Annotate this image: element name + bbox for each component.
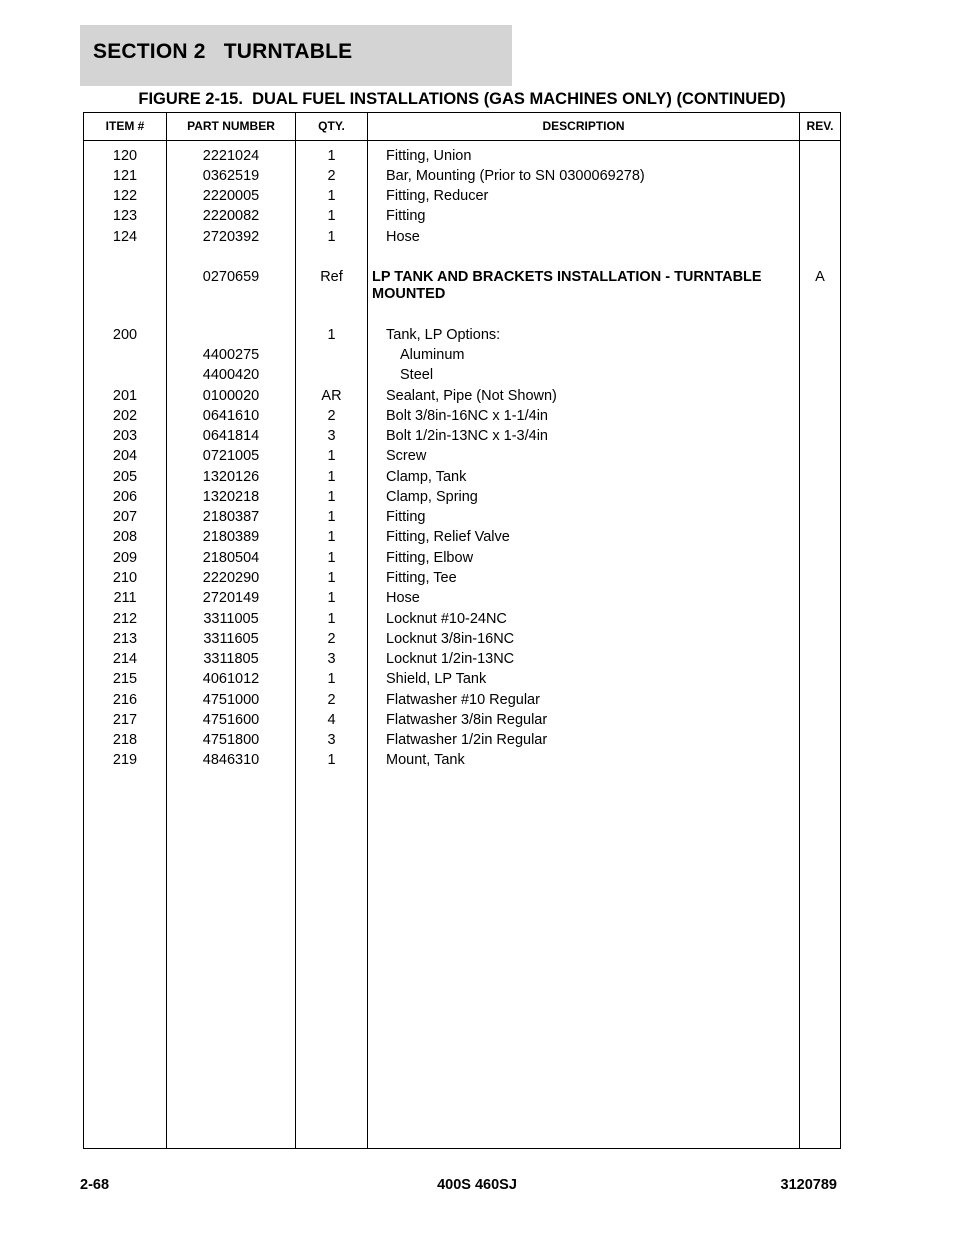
description: Hose	[386, 590, 420, 606]
part-number: 2180389	[202, 529, 260, 545]
item-number: 217	[112, 712, 138, 728]
item-number: 212	[112, 611, 138, 627]
description: Sealant, Pipe (Not Shown)	[386, 388, 557, 404]
description: Fitting, Tee	[386, 570, 457, 586]
quantity: AR	[321, 388, 342, 404]
part-number: 4751600	[202, 712, 260, 728]
column-divider	[367, 113, 368, 1148]
item-number: 201	[112, 388, 138, 404]
item-number: 214	[112, 651, 138, 667]
quantity: 1	[327, 327, 336, 343]
quantity: 2	[327, 168, 336, 184]
item-number: 204	[112, 448, 138, 464]
description: Bolt 3/8in-16NC x 1-1/4in	[386, 408, 548, 424]
quantity: 3	[327, 732, 336, 748]
quantity: 3	[327, 428, 336, 444]
quantity: 1	[327, 448, 336, 464]
description: Hose	[386, 229, 420, 245]
quantity: 2	[327, 631, 336, 647]
item-number: 202	[112, 408, 138, 424]
description: Flatwasher #10 Regular	[386, 692, 540, 708]
part-number: 0641610	[202, 408, 260, 424]
item-number: 218	[112, 732, 138, 748]
description: Clamp, Spring	[386, 489, 478, 505]
description: Locknut 3/8in-16NC	[386, 631, 515, 647]
description: Fitting	[386, 208, 426, 224]
item-number: 215	[112, 671, 138, 687]
description: Fitting, Reducer	[386, 188, 489, 204]
part-number: 2180504	[202, 550, 260, 566]
model-name: 400S 460SJ	[437, 1177, 517, 1193]
item-number: 124	[112, 229, 138, 245]
part-number: 0100020	[202, 388, 260, 404]
description: Shield, LP Tank	[386, 671, 487, 687]
part-number: 4400275	[202, 347, 260, 363]
quantity: 1	[327, 229, 336, 245]
part-number: 1320218	[202, 489, 260, 505]
description: Locknut #10-24NC	[386, 611, 507, 627]
item-number: 120	[112, 148, 138, 164]
section-header	[80, 25, 512, 86]
quantity: 1	[327, 469, 336, 485]
part-number: 4751800	[202, 732, 260, 748]
description: Fitting	[386, 509, 426, 525]
description: Clamp, Tank	[386, 469, 467, 485]
description: Mount, Tank	[386, 752, 465, 768]
description: Fitting, Elbow	[386, 550, 474, 566]
part-number: 4061012	[202, 671, 260, 687]
quantity: 1	[327, 208, 336, 224]
item-number: 216	[112, 692, 138, 708]
description: Screw	[386, 448, 427, 464]
quantity: 1	[327, 671, 336, 687]
part-number: 0270659	[202, 269, 260, 285]
part-number: 2720149	[202, 590, 260, 606]
col-header-description: DESCRIPTION	[542, 119, 625, 133]
page-number: 2-68	[80, 1177, 110, 1193]
part-number: 3311605	[203, 631, 259, 647]
item-number: 206	[112, 489, 138, 505]
part-number: 2220290	[202, 570, 260, 586]
quantity: 1	[327, 509, 336, 525]
quantity: 2	[327, 408, 336, 424]
item-number: 203	[112, 428, 138, 444]
part-number: 2221024	[202, 148, 260, 164]
description: Fitting, Relief Valve	[386, 529, 510, 545]
description: Flatwasher 1/2in Regular	[386, 732, 548, 748]
part-number: 3311805	[203, 651, 259, 667]
part-number: 0721005	[202, 448, 260, 464]
quantity: Ref	[320, 269, 343, 285]
part-number: 4846310	[202, 752, 260, 768]
quantity: 1	[327, 550, 336, 566]
description: Bolt 1/2in-13NC x 1-3/4in	[386, 428, 548, 444]
revision: A	[815, 269, 825, 285]
part-number: 2220005	[202, 188, 260, 204]
quantity: 1	[327, 752, 336, 768]
document-number: 3120789	[780, 1177, 837, 1193]
item-number: 123	[112, 208, 138, 224]
parts-table	[83, 112, 841, 1149]
quantity: 1	[327, 570, 336, 586]
quantity: 1	[327, 529, 336, 545]
part-number: 0641814	[202, 428, 260, 444]
description: Bar, Mounting (Prior to SN 0300069278)	[386, 168, 645, 184]
item-number: 121	[112, 168, 138, 184]
part-number: 0362519	[202, 168, 260, 184]
item-number: 200	[112, 327, 138, 343]
quantity: 1	[327, 148, 336, 164]
description: Aluminum	[400, 347, 465, 363]
description: Steel	[400, 367, 434, 383]
quantity: 3	[327, 651, 336, 667]
quantity: 1	[327, 611, 336, 627]
col-header-part-number: PART NUMBER	[187, 119, 275, 133]
item-number: 205	[112, 469, 138, 485]
description: Flatwasher 3/8in Regular	[386, 712, 548, 728]
description: Fitting, Union	[386, 148, 472, 164]
item-number: 207	[112, 509, 138, 525]
item-number: 210	[112, 570, 138, 586]
description: LP TANK AND BRACKETS INSTALLATION - TURNTABLE	[372, 269, 762, 285]
quantity: 1	[327, 590, 336, 606]
description-continued: MOUNTED	[372, 286, 446, 302]
part-number: 3311005	[203, 611, 259, 627]
item-number: 122	[112, 188, 138, 204]
part-number: 4400420	[202, 367, 260, 383]
part-number: 2180387	[202, 509, 260, 525]
item-number: 208	[112, 529, 138, 545]
item-number: 219	[112, 752, 138, 768]
item-number: 211	[113, 590, 137, 606]
part-number: 1320126	[202, 469, 260, 485]
header-divider	[84, 140, 840, 141]
figure-title: FIGURE 2-15. DUAL FUEL INSTALLATIONS (GAS MACHINES ONLY) (CONTINUED)	[138, 90, 786, 108]
quantity: 4	[327, 712, 336, 728]
item-number: 213	[112, 631, 138, 647]
quantity: 1	[327, 188, 336, 204]
col-header-qty: QTY.	[318, 119, 345, 133]
section-title: SECTION 2 TURNTABLE	[93, 40, 353, 63]
col-header-item: ITEM #	[105, 119, 145, 133]
part-number: 2720392	[202, 229, 260, 245]
item-number: 209	[112, 550, 138, 566]
part-number: 4751000	[202, 692, 260, 708]
description: Locknut 1/2in-13NC	[386, 651, 515, 667]
quantity: 1	[327, 489, 336, 505]
col-header-rev: REV.	[806, 119, 834, 133]
quantity: 2	[327, 692, 336, 708]
part-number: 2220082	[202, 208, 260, 224]
description: Tank, LP Options:	[386, 327, 501, 343]
